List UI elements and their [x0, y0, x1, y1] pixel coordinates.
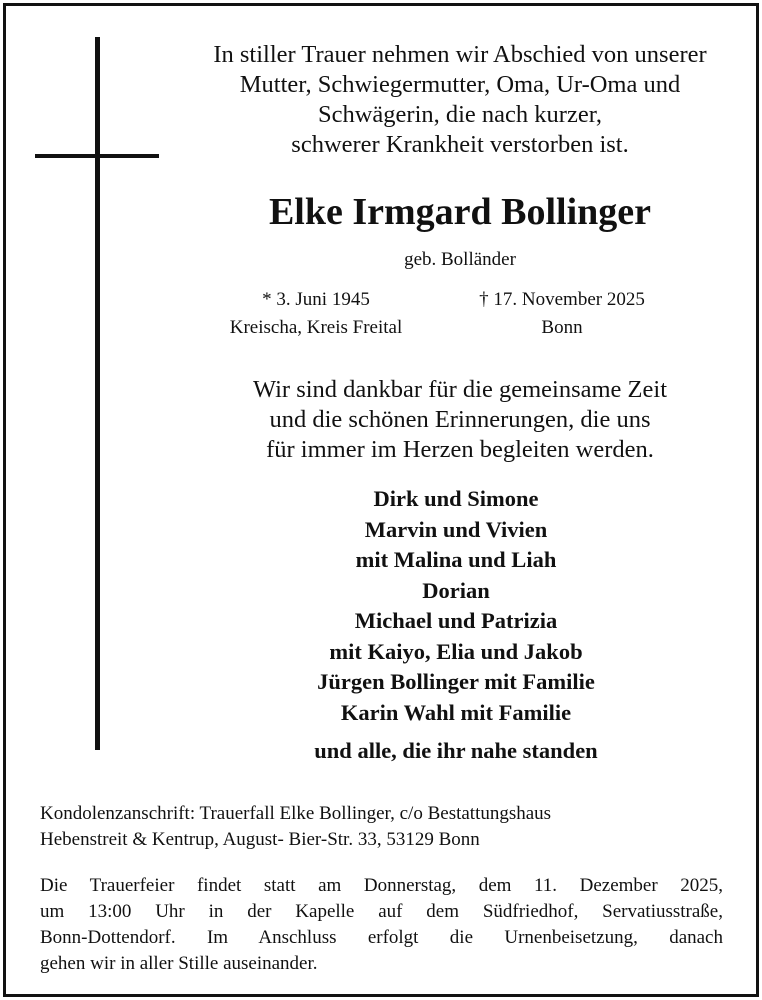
mourner-item: Jürgen Bollinger mit Familie — [317, 669, 595, 694]
ceremony-line: Die Trauerfeier findet statt am Donnerstag, dem 11. Dezember 2025, — [40, 875, 723, 896]
ceremony-info — [40, 873, 723, 977]
intro-line: In stiller Trauer nehmen wir Abschied von unserer — [213, 41, 707, 68]
gratitude-line: für immer im Herzen begleiten werden. — [266, 436, 654, 463]
condolence-address — [40, 801, 720, 853]
cross-icon-crossbar — [35, 154, 159, 158]
mourner-item: mit Kaiyo, Elia und Jakob — [329, 638, 583, 664]
mourner-item: mit Malina und Liah — [355, 547, 557, 572]
gratitude-line: und die schönen Erinnerungen, die uns — [269, 406, 651, 433]
gratitude-text — [160, 375, 760, 465]
death-info — [440, 286, 684, 342]
cross-icon — [95, 37, 100, 750]
birth-date: * 3. Juni 1945 — [262, 289, 370, 310]
intro-line: Mutter, Schwiegermutter, Oma, Ur-Oma und — [239, 71, 681, 98]
ceremony-line: gehen wir in aller Stille auseinander. — [40, 953, 318, 974]
mourner-item: Karin Wahl mit Familie — [340, 699, 572, 725]
birth-place: Kreischa, Kreis Freital — [229, 317, 403, 338]
deceased-name: Elke Irmgard Bollinger — [268, 191, 652, 233]
intro-line: Schwägerin, die nach kurzer, — [317, 101, 603, 128]
ceremony-line: um 13:00 Uhr in der Kapelle auf dem Südfriedhof, Servatiusstraße, — [40, 901, 723, 922]
condolence-line: Hebenstreit & Kentrup, August- Bier-Str. 33, 53129 Bonn — [40, 829, 480, 850]
ceremony-line: Bonn-Dottendorf. Im Anschluss erfolgt die Urnenbeisetzung, danach — [40, 927, 723, 948]
mourner-item: Dirk und Simone — [373, 486, 539, 511]
death-date: † 17. November 2025 — [479, 289, 645, 310]
intro-text — [160, 40, 760, 160]
maiden-name: geb. Bolländer — [404, 249, 516, 270]
closing-line: und alle, die ihr nahe standen — [314, 738, 598, 763]
death-place: Bonn — [541, 317, 583, 338]
gratitude-line: Wir sind dankbar für die gemeinsame Zeit — [252, 376, 667, 403]
mourner-item: Marvin und Vivien — [364, 516, 548, 542]
intro-line: schwerer Krankheit verstorben ist. — [291, 131, 629, 158]
mourners-list — [160, 484, 752, 728]
mourner-item: Dorian — [422, 577, 490, 603]
mourner-item: Michael und Patrizia — [354, 608, 558, 633]
birth-info — [200, 286, 432, 342]
condolence-line: Kondolenzanschrift: Trauerfall Elke Bollinger, c/o Bestattungshaus — [40, 803, 552, 824]
